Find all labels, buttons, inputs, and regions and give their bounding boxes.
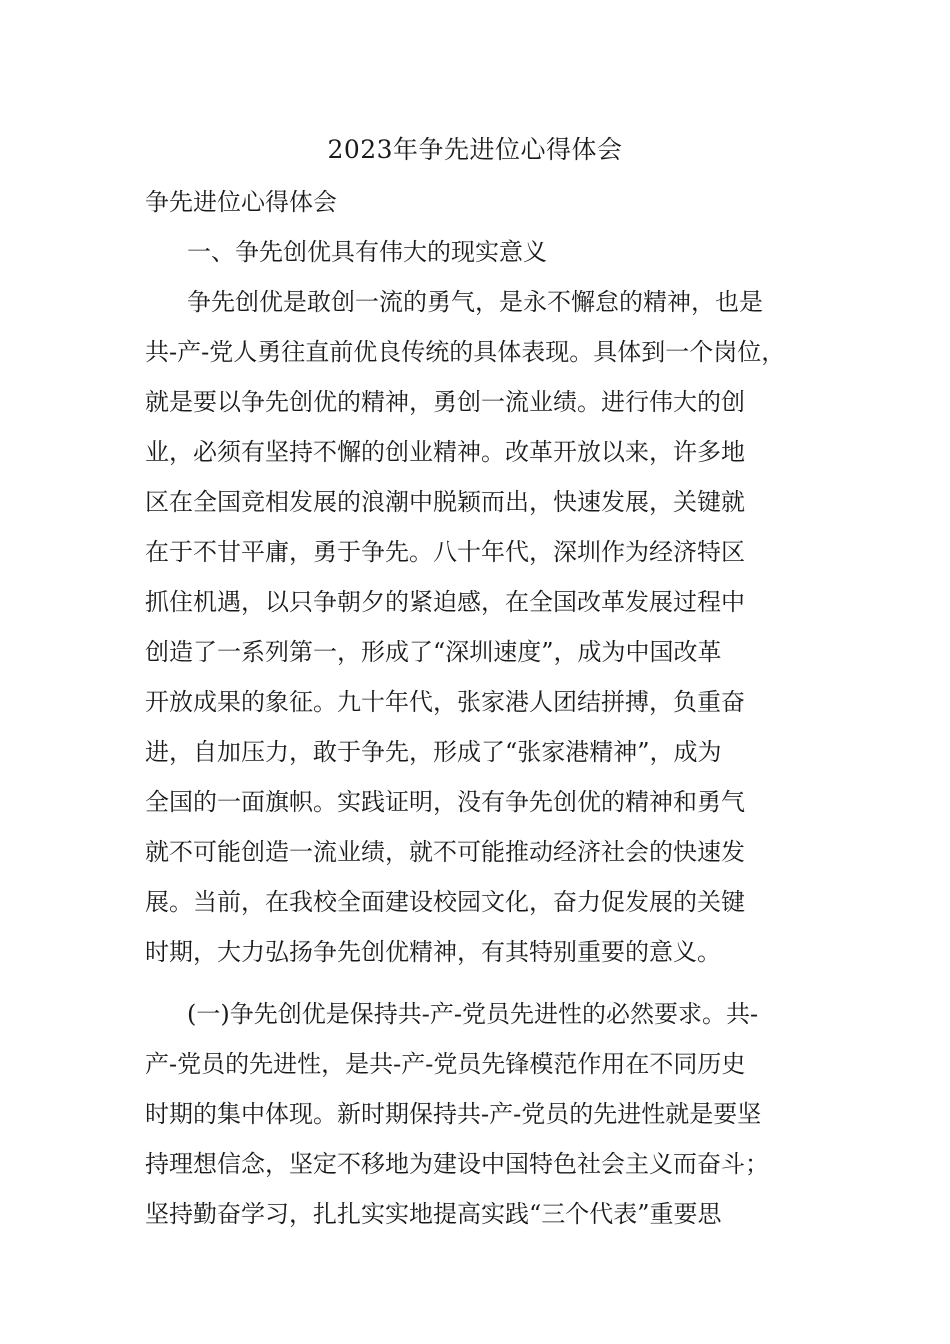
paragraph-line: 创造了一系列第一，形成了“深圳速度”，成为中国改革 bbox=[145, 638, 722, 666]
section-heading: 一、争先创优具有伟大的现实意义 bbox=[187, 238, 547, 266]
document-title: 2023年争先进位心得体会 bbox=[327, 135, 623, 164]
paragraph-line: 开放成果的象征。九十年代，张家港人团结拼搏，负重奋 bbox=[145, 688, 745, 716]
paragraph-line: 持理想信念，坚定不移地为建设中国特色社会主义而奋斗； bbox=[145, 1150, 769, 1178]
paragraph-line: 就不可能创造一流业绩，就不可能推动经济社会的快速发 bbox=[145, 838, 745, 866]
paragraph-line: 产-党员的先进性，是共-产-党员先锋模范作用在不同历史 bbox=[145, 1050, 746, 1078]
paragraph-line: 共-产-党人勇往直前优良传统的具体表现。具体到一个岗位， bbox=[145, 338, 786, 366]
paragraph-line: 时期的集中体现。新时期保持共-产-党员的先进性就是要坚 bbox=[145, 1100, 762, 1128]
paragraph-line: (一)争先创优是保持共-产-党员先进性的必然要求。共- bbox=[187, 1000, 759, 1028]
paragraph-line: 区在全国竞相发展的浪潮中脱颖而出，快速发展，关键就 bbox=[145, 488, 745, 516]
paragraph-line: 展。当前，在我校全面建设校园文化，奋力促发展的关键 bbox=[145, 888, 745, 916]
paragraph-line: 时期，大力弘扬争先创优精神，有其特别重要的意义。 bbox=[145, 938, 721, 966]
document-subtitle: 争先进位心得体会 bbox=[145, 188, 337, 216]
paragraph-line: 进，自加压力，敢于争先，形成了“张家港精神”，成为 bbox=[145, 738, 722, 766]
paragraph-line: 在于不甘平庸，勇于争先。八十年代，深圳作为经济特区 bbox=[145, 538, 745, 566]
paragraph-line: 争先创优是敢创一流的勇气，是永不懈怠的精神，也是 bbox=[187, 288, 763, 316]
paragraph-line: 全国的一面旗帜。实践证明，没有争先创优的精神和勇气 bbox=[145, 788, 745, 816]
paragraph-line: 业，必须有坚持不懈的创业精神。改革开放以来，许多地 bbox=[145, 438, 745, 466]
paragraph-line: 抓住机遇，以只争朝夕的紧迫感，在全国改革发展过程中 bbox=[145, 588, 745, 616]
paragraph-line: 坚持勤奋学习，扎扎实实地提高实践“三个代表”重要思 bbox=[145, 1200, 722, 1228]
paragraph-line: 就是要以争先创优的精神，勇创一流业绩。进行伟大的创 bbox=[145, 388, 745, 416]
